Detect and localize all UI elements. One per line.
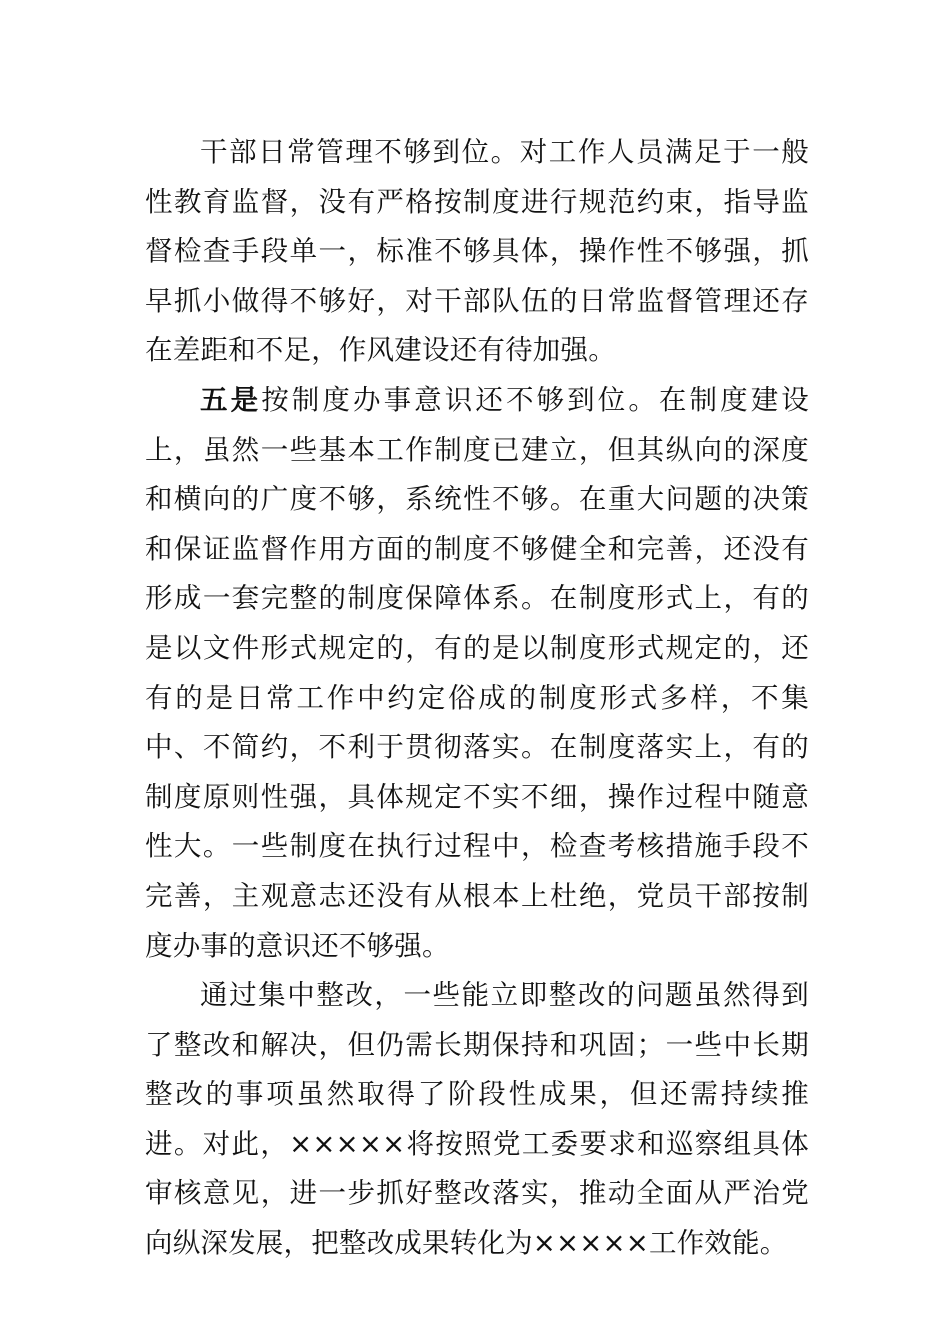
paragraph-institutional-awareness [145, 376, 809, 971]
paragraph-lead: 五是 [200, 383, 262, 416]
paragraph-rectification-summary [145, 971, 809, 1269]
paragraph-text: 按制度办事意识还不够到位。在制度建设上，虽然一些基本工作制度已建立，但其纵向的深度和横向的广度不够，系统性不够。在重大问题的决策和保证监督作用方面的制度不够健全和完善，还没有形成一套完整的制度保障体系。在制度形式上，有的是以文件形式规定的，有的是以制度形式规定的，还有的是日常工作中约定俗成的制度形式多样，不集中、不简约，不利于贯彻落实。在制度落实上，有的制度原则性强，具体规定不实不细，操作过程中随意性大。一些制度在执行过程中，检查考核措施手段不完善，主观意志还没有从根本上杜绝，党员干部按制度办事的意识还不够强。 [145, 383, 809, 962]
document-body [145, 128, 809, 1269]
paragraph-text: 干部日常管理不够到位。对工作人员满足于一般性教育监督，没有严格按制度进行规范约束，指导监督检查手段单一，标准不够具体，操作性不够强，抓早抓小做得不够好，对干部队伍的日常监督管理还存在差距和不足，作风建设还有待加强。 [145, 136, 809, 367]
paragraph-text: 通过集中整改，一些能立即整改的问题虽然得到了整改和解决，但仍需长期保持和巩固；一些中长期整改的事项虽然取得了阶段性成果，但还需持续推进。对此，×××××将按照党工委要求和巡察组具体审核意见，进一步抓好整改落实，推动全面从严治党向纵深发展，把整改成果转化为×××××工作效能。 [145, 979, 809, 1260]
paragraph-cadre-management [145, 128, 809, 376]
